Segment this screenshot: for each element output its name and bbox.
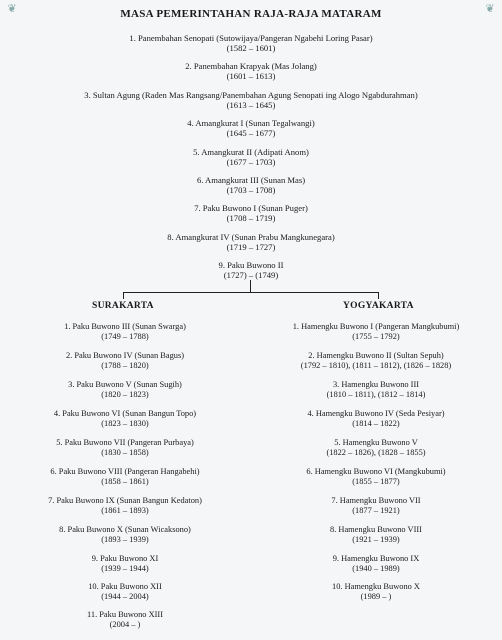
king-years: (1719 – 1727) [226,242,276,252]
king-name: 4. Amangkurat I (Sunan Tegalwangi) [187,118,315,128]
mataram-king [0,203,502,223]
king-name: 3. Hamengku Buwono III [332,380,420,389]
mataram-king [0,61,502,81]
king-years: (1601 – 1613) [226,71,276,81]
mataram-king [0,232,502,252]
king-years: (1861 – 1893) [101,506,149,515]
king-years: (1814 – 1822) [352,419,400,428]
king-years: (1944 – 2004) [101,592,149,601]
king-name: 9. Paku Buwono XI [91,554,159,563]
king-years: (1755 – 1792) [352,332,400,341]
tree-connector-left [123,292,124,299]
king-name: 6. Paku Buwono VIII (Pangeran Hangabehi) [50,467,200,476]
king-years: (1727) – (1749) [223,270,279,280]
king-name: 4. Hamengku Buwono IV (Seda Pesiyar) [307,409,445,418]
page-title: MASA PEMERINTAHAN RAJA-RAJA MATARAM [120,8,382,20]
king-name: 8. Paku Buwono X (Sunan Wicaksono) [59,525,191,534]
yogyakarta-king [250,351,502,371]
yogyakarta-king [250,496,502,516]
king-name: 7. Paku Buwono I (Sunan Puger) [194,203,308,213]
king-name: 10. Hamengku Buwono X [332,582,420,591]
mataram-king [0,90,502,110]
king-years: (1703 – 1708) [226,185,276,195]
king-name: 8. Amangkurat IV (Sunan Prabu Mangkunegara) [167,232,335,242]
king-name: 1. Hamengku Buwono I (Pangeran Mangkubumi) [292,322,460,331]
mataram-king [0,118,502,138]
yogyakarta-king [250,409,502,429]
king-name: 4. Paku Buwono VI (Sunan Bangun Topo) [53,409,197,418]
king-years: (1855 – 1877) [352,477,400,486]
king-years: (1893 – 1939) [101,535,149,544]
surakarta-king [0,438,250,458]
surakarta-king [0,351,250,371]
tree-connector-right [378,292,379,299]
king-years: (2004 – ) [109,620,141,629]
king-name: 5. Paku Buwono VII (Pangeran Purbaya) [56,438,194,447]
king-name: 9. Paku Buwono II [218,260,284,270]
king-years: (1788 – 1820) [101,361,149,370]
king-name: 9. Hamengku Buwono IX [332,554,420,563]
king-name: 6. Hamengku Buwono VI (Mangkubumi) [306,467,446,476]
surakarta-king [0,409,250,429]
king-years: (1989 – ) [360,592,392,601]
king-name: 2. Paku Buwono IV (Sunan Bagus) [65,351,185,360]
king-years: (1822 – 1826), (1828 – 1855) [326,448,426,457]
king-name: 8. Hamengku Buwono VIII [330,525,422,534]
king-name: 10. Paku Buwono XII [88,582,162,591]
king-name: 11. Paku Buwono XIII [87,610,163,619]
king-years: (1749 – 1788) [101,332,149,341]
surakarta-king [0,554,250,574]
mataram-king [0,33,502,53]
surakarta-king [0,322,250,342]
surakarta-king [0,582,250,602]
surakarta-king [0,380,250,400]
king-years: (1823 – 1830) [101,419,149,428]
surakarta-king [0,496,250,516]
king-name: 7. Paku Buwono IX (Sunan Bangun Kedaton) [48,496,202,505]
yogyakarta-king [250,438,502,458]
king-years: (1858 – 1861) [101,477,149,486]
king-name: 7. Hamengku Buwono VII [331,496,421,505]
mataram-king [0,147,502,167]
king-years: (1792 – 1810), (1811 – 1812), (1826 – 1828) [300,361,452,370]
king-years: (1810 – 1811), (1812 – 1814) [326,390,426,399]
king-years: (1677 – 1703) [226,157,276,167]
yogyakarta-king [250,525,502,545]
yogyakarta-heading: YOGYAKARTA [343,301,414,311]
corner-ornament: ❦ [7,3,17,15]
mataram-king [0,175,502,195]
king-name: 2. Panembahan Krapyak (Mas Jolang) [185,61,317,71]
king-years: (1939 – 1944) [101,564,149,573]
yogyakarta-king [250,467,502,487]
king-years: (1820 – 1823) [101,390,149,399]
mataram-king [0,260,502,280]
king-name: 3. Sultan Agung (Raden Mas Rangsang/Panembahan Agung Senopati ing Alogo Ngabdurahman) [84,90,418,100]
king-name: 1. Panembahan Senopati (Sutowijaya/Pangeran Ngabehi Loring Pasar) [129,33,373,43]
yogyakarta-king [250,322,502,342]
surakarta-king [0,610,250,630]
king-name: 3. Paku Buwono V (Sunan Sugih) [68,380,182,389]
yogyakarta-king [250,554,502,574]
tree-connector-bar [123,292,379,293]
king-name: 1. Paku Buwono III (Sunan Swarga) [64,322,186,331]
king-years: (1940 – 1989) [352,564,400,573]
yogyakarta-king [250,380,502,400]
king-years: (1708 – 1719) [226,213,276,223]
king-years: (1830 – 1858) [101,448,149,457]
king-years: (1645 – 1677) [226,128,276,138]
corner-ornament: ❦ [485,3,495,15]
king-name: 2. Hamengku Buwono II (Sultan Sepuh) [308,351,444,360]
king-years: (1877 – 1921) [352,506,400,515]
king-name: 6. Amangkurat III (Sunan Mas) [196,175,306,185]
king-years: (1582 – 1601) [226,43,276,53]
king-years: (1921 – 1939) [352,535,400,544]
surakarta-king [0,525,250,545]
king-name: 5. Amangkurat II (Adipati Anom) [193,147,309,157]
surakarta-heading: SURAKARTA [92,301,154,311]
surakarta-king [0,467,250,487]
yogyakarta-king [250,582,502,602]
king-name: 5. Hamengku Buwono V [334,438,418,447]
king-years: (1613 – 1645) [226,100,276,110]
